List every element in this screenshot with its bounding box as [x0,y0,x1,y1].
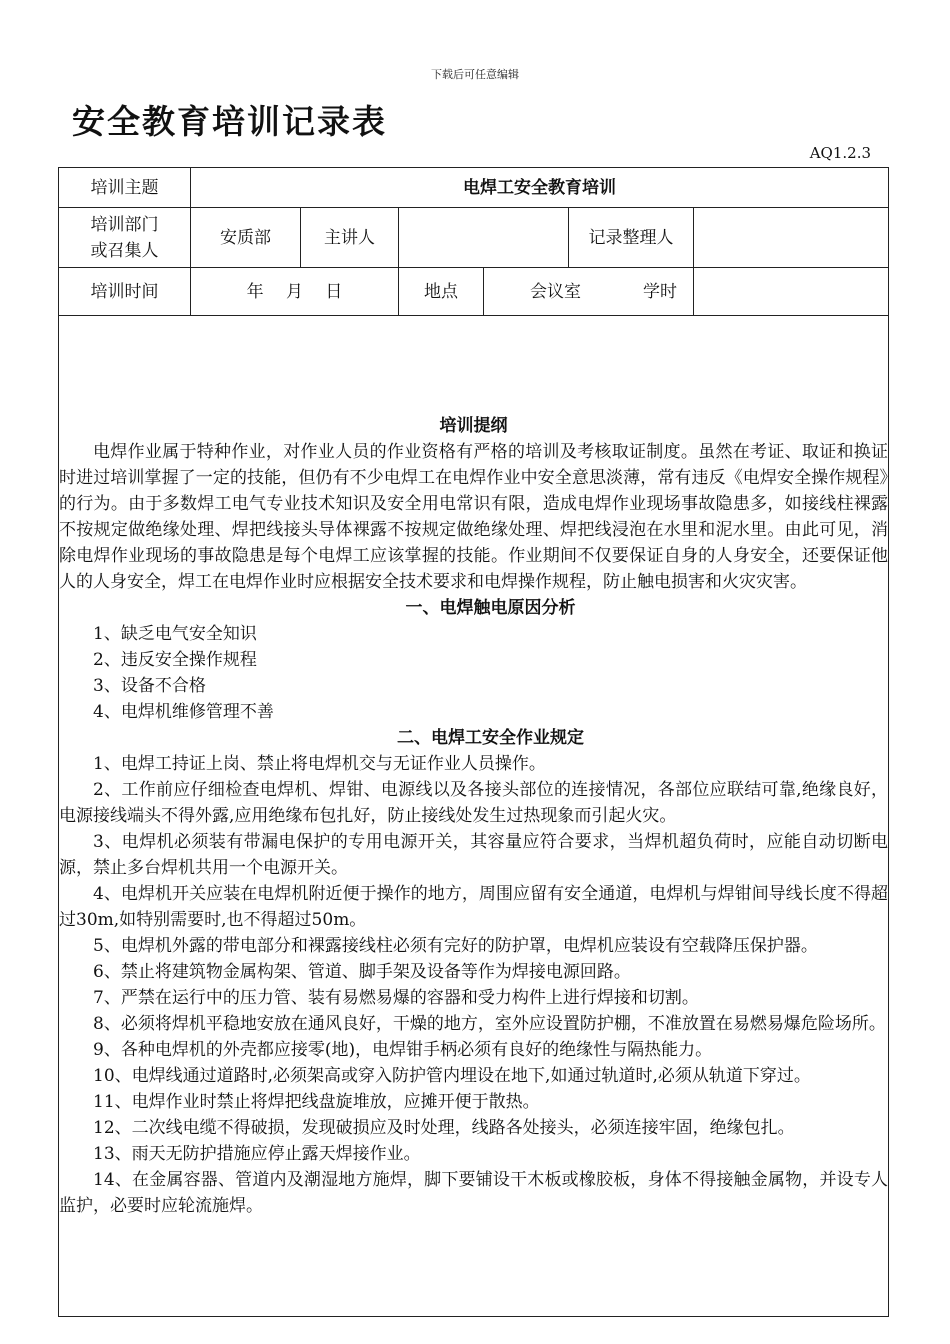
document-code: AQ1.2.3 [809,144,871,162]
section2-title: 二、电焊工安全作业规定 [397,728,585,748]
section1-title: 一、电焊触电原因分析 [405,598,576,618]
section2-item: 13、雨天无防护措施应停止露天焊接作业。 [93,1144,421,1164]
time-label: 培训时间 [59,268,191,316]
place-label: 地点 [399,268,484,316]
topic-label: 培训主题 [59,168,191,208]
section2-item: 5、电焊机外露的带电部分和裸露接线柱必须有完好的防护罩，电焊机应装设有空载降压保护器。 [93,936,818,956]
section2-item: 4、电焊机开关应装在电焊机附近便于操作的地方，周围应留有安全通道，电焊机与焊钳间导线长度不得超过30m,如特别需要时,也不得超过50m。 [59,884,889,930]
section2-item: 10、电焊线通过道路时,必须架高或穿入防护管内埋设在地下,如通过轨道时,必须从轨道下穿过。 [93,1066,811,1086]
section2-item: 9、各种电焊机的外壳都应接零(地)，电焊钳手柄必须有良好的绝缘性与隔热能力。 [93,1040,713,1060]
training-record-table [58,167,889,1317]
row-topic [59,168,889,208]
row-outline [59,316,889,1317]
place-value [484,268,694,316]
speaker-value [399,208,569,268]
hours-label: 学时 [643,281,677,302]
section2-item: 8、必须将焊机平稳地安放在通风良好，干燥的地方，室外应设置防护棚，不准放置在易燃易爆危险场所。 [93,1014,886,1034]
section2-item: 6、禁止将建筑物金属构架、管道、脚手架及设备等作为焊接电源回路。 [93,962,631,982]
section2-item: 1、电焊工持证上岗、禁止将电焊机交与无证作业人员操作。 [93,754,546,774]
section1-item: 1、缺乏电气安全知识 [93,624,257,644]
recorder-label: 记录整理人 [569,208,694,268]
outline-intro: 电焊作业属于特种作业，对作业人员的作业资格有严格的培训及考核取证制度。虽然在考证、取证和换证时进过培训掌握了一定的技能，但仍有不少电焊工在电焊作业中安全意思淡薄，常有违反《电焊安全操作规程》的行为。由于多数焊工电气专业技术知识及安全用电常识有限，造成电焊作业现场事故隐患多，如接线柱裸露不按规定做绝缘处理、焊把线接头导体裸露不按规定做绝缘处理、焊把线浸泡在水里和泥水里。由此可见，消除电焊作业现场的事故隐患是每个电焊工应该掌握的技能。作业期间不仅要保证自身的人身安全，还要保证他人的人身安全，焊工在电焊作业时应根据安全技术要求和电焊操作规程，防止触电损害和火灾灾害。 [59,442,889,592]
dept-label-text: 培训部门或召集人 [90,214,159,261]
time-value: 年 月 日 [191,268,399,316]
section2-item: 14、在金属容器、管道内及潮湿地方施焊，脚下要铺设干木板或橡胶板，身体不得接触金属物，并设专人监护，必要时应轮流施焊。 [59,1170,889,1216]
outline-content [59,316,889,1317]
recorder-value [694,208,889,268]
topic-value: 电焊工安全教育培训 [191,168,889,208]
header-note: 下载后可任意编辑 [431,68,519,81]
section2-item: 2、工作前应仔细检查电焊机、焊钳、电源线以及各接头部位的连接情况，各部位应联结可靠,绝缘良好，电源接线端头不得外露,应用绝缘布包扎好，防止接线处发生过热现象而引起火灾。 [59,780,889,826]
section2-item: 11、电焊作业时禁止将焊把线盘旋堆放，应摊开便于散热。 [93,1092,540,1112]
section2-item: 12、二次线电缆不得破损，发现破损应及时处理，线路各处接头，必须连接牢固，绝缘包扎。 [93,1118,795,1138]
dept-label [59,208,191,268]
speaker-label: 主讲人 [301,208,399,268]
section1-item: 2、违反安全操作规程 [93,650,257,670]
row-department [59,208,889,268]
outline-title: 培训提纲 [439,416,508,436]
section2-item: 3、电焊机必须装有带漏电保护的专用电源开关，其容量应符合要求，当焊机超负荷时，应能自动切断电源，禁止多台焊机共用一个电源开关。 [59,832,889,878]
hours-value [694,268,889,316]
section1-item: 3、设备不合格 [93,676,206,696]
section1-item: 4、电焊机维修管理不善 [93,702,274,722]
section2-item: 7、严禁在运行中的压力管、装有易燃易爆的容器和受力构件上进行焊接和切割。 [93,988,699,1008]
place-value-text: 会议室 [530,281,581,302]
row-time [59,268,889,316]
page-title: 安全教育培训记录表 [72,102,387,141]
dept-value: 安质部 [191,208,301,268]
